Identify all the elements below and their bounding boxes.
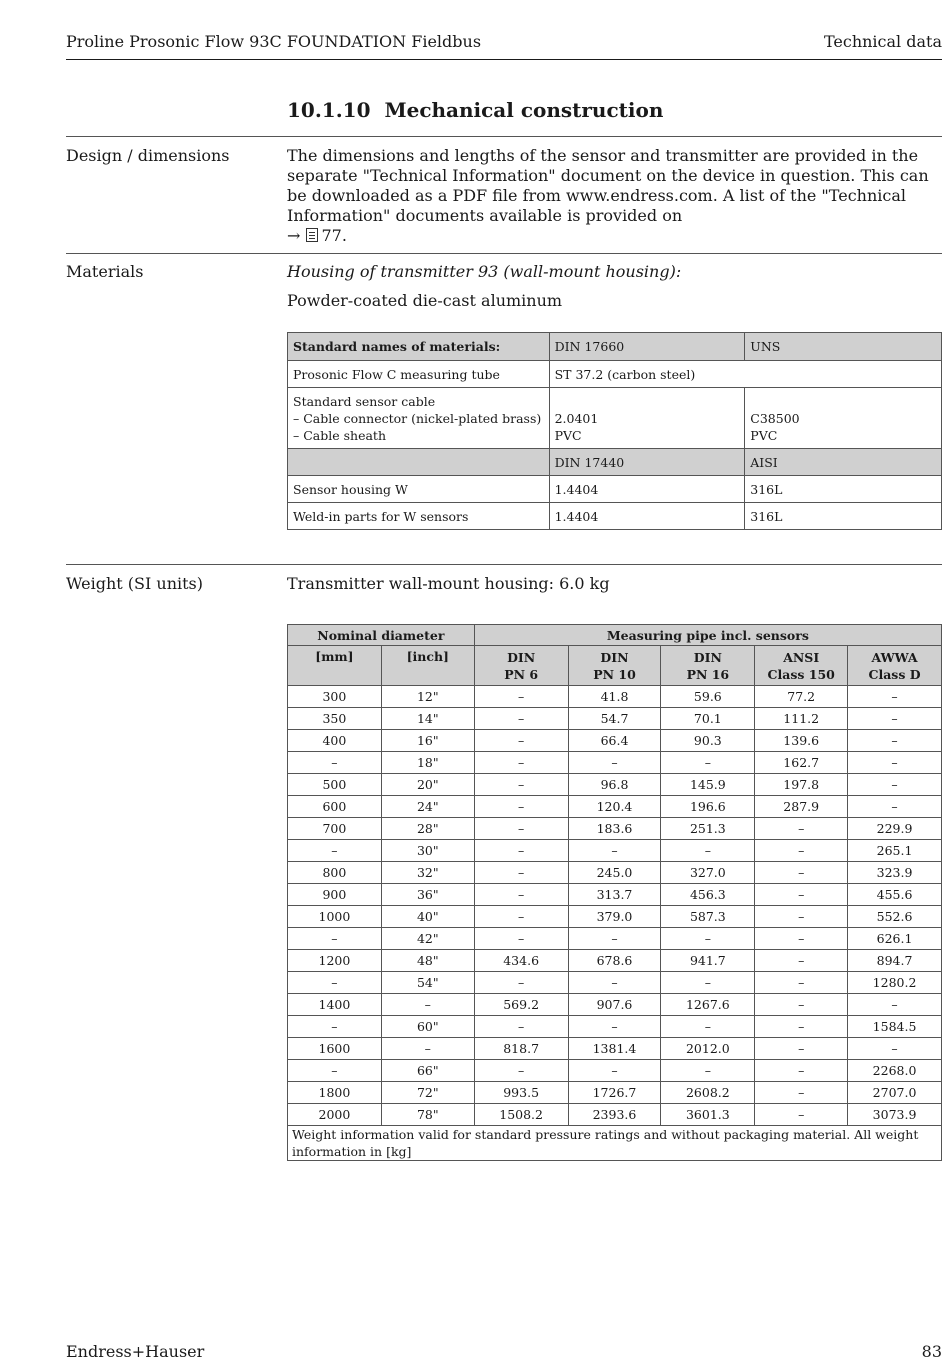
cell-line: PVC [750, 427, 778, 443]
table-cell: 66.4 [568, 730, 661, 752]
table-cell: 251.3 [661, 818, 755, 840]
table-cell: 196.6 [661, 796, 755, 818]
page-reference-link[interactable]: 77. [321, 226, 347, 245]
table-cell: 569.2 [474, 994, 568, 1016]
table-row [288, 1060, 942, 1082]
table-cell: – [288, 752, 382, 774]
table-row [288, 1038, 942, 1060]
table-row [288, 840, 942, 862]
inch-header: [inch] [381, 646, 474, 686]
table-header-cell: Standard names of materials: [288, 333, 550, 361]
table-row [288, 862, 942, 884]
table-cell: – [568, 752, 661, 774]
table-cell: – [755, 906, 848, 928]
table-cell: 2608.2 [661, 1082, 755, 1104]
table-cell: 1726.7 [568, 1082, 661, 1104]
table-cell: – [848, 686, 942, 708]
table-cell: – [755, 928, 848, 950]
table-cell: 2268.0 [848, 1060, 942, 1082]
table-cell: – [288, 1016, 382, 1038]
divider [66, 564, 942, 565]
table-cell: – [755, 994, 848, 1016]
table-cell: 12" [381, 686, 474, 708]
table-cell: 587.3 [661, 906, 755, 928]
table-cell: 28" [381, 818, 474, 840]
table-header-cell: DIN 17660 [549, 333, 745, 361]
table-cell: – [755, 972, 848, 994]
table-cell [288, 388, 550, 449]
table-cell: 139.6 [755, 730, 848, 752]
column-header: ANSI Class 150 [755, 646, 848, 686]
table-row [288, 708, 942, 730]
table-cell: 379.0 [568, 906, 661, 928]
table-cell: – [288, 840, 382, 862]
table-cell: 41.8 [568, 686, 661, 708]
table-cell: – [661, 972, 755, 994]
table-header-cell: AISI [745, 449, 942, 476]
table-row [288, 818, 942, 840]
table-cell: 2707.0 [848, 1082, 942, 1104]
table-cell: 456.3 [661, 884, 755, 906]
table-cell: – [474, 774, 568, 796]
table-cell: 111.2 [755, 708, 848, 730]
table-cell: 323.9 [848, 862, 942, 884]
table-row [288, 774, 942, 796]
table-cell: 1000 [288, 906, 382, 928]
table-cell: – [474, 796, 568, 818]
table-cell: – [474, 906, 568, 928]
cell-line: – Cable sheath [293, 427, 386, 443]
table-row [288, 752, 942, 774]
table-cell [745, 388, 942, 449]
table-row [288, 730, 942, 752]
table-cell: – [568, 1016, 661, 1038]
table-cell: – [755, 1038, 848, 1060]
table-cell: 287.9 [755, 796, 848, 818]
table-cell: – [474, 686, 568, 708]
table-cell: 229.9 [848, 818, 942, 840]
table-cell: 1600 [288, 1038, 382, 1060]
table-subheader-row [288, 449, 942, 476]
column-header: DIN PN 6 [474, 646, 568, 686]
table-cell: – [568, 972, 661, 994]
table-cell: 894.7 [848, 950, 942, 972]
table-cell: 162.7 [755, 752, 848, 774]
table-cell: – [755, 884, 848, 906]
table-cell: – [474, 818, 568, 840]
nominal-diameter-header: Nominal diameter [288, 625, 475, 646]
table-row [288, 950, 942, 972]
table-cell: 907.6 [568, 994, 661, 1016]
arrow-icon: → [287, 226, 301, 245]
materials-label: Materials [66, 262, 144, 281]
table-header-cell: DIN 17440 [549, 449, 745, 476]
table-row [288, 884, 942, 906]
table-cell: 700 [288, 818, 382, 840]
table-row [288, 476, 942, 503]
table-row [288, 796, 942, 818]
transmitter-weight: Transmitter wall-mount housing: 6.0 kg [287, 574, 610, 593]
cell-line: PVC [554, 427, 582, 443]
table-header-row [288, 646, 942, 686]
table-cell: – [848, 994, 942, 1016]
table-cell: 2393.6 [568, 1104, 661, 1126]
table-cell: 941.7 [661, 950, 755, 972]
table-cell: 96.8 [568, 774, 661, 796]
table-row [288, 1082, 942, 1104]
column-header: AWWA Class D [848, 646, 942, 686]
mm-header: [mm] [288, 646, 382, 686]
design-paragraph [287, 146, 942, 246]
table-cell: – [474, 884, 568, 906]
design-label: Design / dimensions [66, 146, 230, 165]
table-cell: 1381.4 [568, 1038, 661, 1060]
table-row [288, 1016, 942, 1038]
table-row [288, 994, 942, 1016]
document-page-icon [306, 228, 318, 242]
section-number: 10.1.10 [287, 98, 371, 122]
table-cell: – [381, 994, 474, 1016]
table-cell: ST 37.2 (carbon steel) [549, 361, 941, 388]
table-cell: 70.1 [661, 708, 755, 730]
table-cell: Prosonic Flow C measuring tube [288, 361, 550, 388]
table-cell: 313.7 [568, 884, 661, 906]
table-cell: – [288, 928, 382, 950]
table-cell: 265.1 [848, 840, 942, 862]
section-title: Mechanical construction [384, 98, 664, 122]
table-row [288, 928, 942, 950]
table-cell: – [474, 862, 568, 884]
table-cell: 500 [288, 774, 382, 796]
table-cell: – [755, 1016, 848, 1038]
table-cell: 626.1 [848, 928, 942, 950]
table-header-cell: UNS [745, 333, 942, 361]
table-cell: – [848, 796, 942, 818]
weight-note: Weight information valid for standard pressure ratings and without packaging material. All weight information in [kg] [288, 1126, 942, 1161]
table-cell: Weld-in parts for W sensors [288, 503, 550, 530]
table-cell: 54.7 [568, 708, 661, 730]
table-cell: – [755, 862, 848, 884]
table-cell: – [755, 840, 848, 862]
table-row [288, 361, 942, 388]
housing-heading: Housing of transmitter 93 (wall-mount housing): [287, 262, 682, 281]
table-cell: 1280.2 [848, 972, 942, 994]
table-cell: – [848, 752, 942, 774]
table-cell: – [848, 730, 942, 752]
table-cell: – [661, 752, 755, 774]
table-cell: – [848, 708, 942, 730]
table-group-header-row [288, 625, 942, 646]
table-cell: 993.5 [474, 1082, 568, 1104]
table-cell: – [661, 1016, 755, 1038]
page-number: 83 [921, 1342, 942, 1361]
housing-material: Powder-coated die-cast aluminum [287, 291, 563, 310]
column-header: DIN PN 16 [661, 646, 755, 686]
table-cell: – [474, 730, 568, 752]
table-cell: 197.8 [755, 774, 848, 796]
table-cell: – [474, 752, 568, 774]
table-cell: 48" [381, 950, 474, 972]
table-cell: 316L [745, 476, 942, 503]
table-cell: 350 [288, 708, 382, 730]
table-cell: – [474, 840, 568, 862]
table-cell: 900 [288, 884, 382, 906]
table-cell: 245.0 [568, 862, 661, 884]
table-cell: – [661, 1060, 755, 1082]
table-cell: – [474, 1060, 568, 1082]
table-cell: – [474, 1016, 568, 1038]
table-cell: 1800 [288, 1082, 382, 1104]
table-cell: 455.6 [848, 884, 942, 906]
table-cell: 42" [381, 928, 474, 950]
column-header: DIN PN 10 [568, 646, 661, 686]
table-cell: 600 [288, 796, 382, 818]
table-cell: – [755, 818, 848, 840]
table-cell: – [661, 840, 755, 862]
table-cell: 316L [745, 503, 942, 530]
section-heading [287, 98, 663, 122]
table-cell: 18" [381, 752, 474, 774]
table-cell: 36" [381, 884, 474, 906]
table-cell: – [755, 1060, 848, 1082]
table-cell: 1.4404 [549, 503, 745, 530]
table-cell: – [755, 950, 848, 972]
table-cell: – [381, 1038, 474, 1060]
table-cell: 66" [381, 1060, 474, 1082]
table-cell: – [568, 840, 661, 862]
table-cell: 678.6 [568, 950, 661, 972]
table-cell: 145.9 [661, 774, 755, 796]
table-cell: 1200 [288, 950, 382, 972]
table-cell: 1508.2 [474, 1104, 568, 1126]
cell-line: – Cable connector (nickel-plated brass) [293, 410, 542, 426]
table-cell: 77.2 [755, 686, 848, 708]
header-section: Technical data [823, 32, 942, 51]
table-row [288, 906, 942, 928]
table-row [288, 686, 942, 708]
table-header-row [288, 333, 942, 361]
table-cell: 400 [288, 730, 382, 752]
table-cell: – [474, 972, 568, 994]
table-cell: – [661, 928, 755, 950]
table-note-row [288, 1126, 942, 1161]
table-cell: 1584.5 [848, 1016, 942, 1038]
table-cell: 16" [381, 730, 474, 752]
table-cell: 32" [381, 862, 474, 884]
table-cell: – [474, 708, 568, 730]
table-header-cell [288, 449, 550, 476]
weight-label: Weight (SI units) [66, 574, 204, 593]
table-cell: – [568, 928, 661, 950]
table-cell: Sensor housing W [288, 476, 550, 503]
table-cell: – [474, 928, 568, 950]
table-cell: 3601.3 [661, 1104, 755, 1126]
table-cell: – [755, 1104, 848, 1126]
table-row [288, 1104, 942, 1126]
design-text: The dimensions and lengths of the sensor and transmitter are provided in the separate "Technical Information" document on the device in question. This can be downloaded as a PDF file from www.endress.com. A list of the "Technical Information" documents available is provided on [287, 146, 929, 225]
materials-table [287, 332, 942, 530]
table-cell: – [848, 1038, 942, 1060]
table-cell [549, 388, 745, 449]
cell-line: C38500 [750, 410, 800, 426]
footer-brand: Endress+Hauser [66, 1342, 205, 1361]
table-cell: 1267.6 [661, 994, 755, 1016]
table-cell: 3073.9 [848, 1104, 942, 1126]
table-cell: – [288, 1060, 382, 1082]
table-cell: 327.0 [661, 862, 755, 884]
divider [66, 136, 942, 137]
table-cell: 434.6 [474, 950, 568, 972]
table-cell: 14" [381, 708, 474, 730]
cell-line: Standard sensor cable [293, 393, 436, 409]
table-cell: – [568, 1060, 661, 1082]
table-cell: 818.7 [474, 1038, 568, 1060]
table-cell: – [848, 774, 942, 796]
table-cell: 30" [381, 840, 474, 862]
header-title: Proline Prosonic Flow 93C FOUNDATION Fieldbus [66, 32, 482, 51]
table-cell: 60" [381, 1016, 474, 1038]
table-cell: 72" [381, 1082, 474, 1104]
cell-line: 2.0401 [554, 410, 599, 426]
table-cell: 2012.0 [661, 1038, 755, 1060]
table-cell: 120.4 [568, 796, 661, 818]
table-cell: 20" [381, 774, 474, 796]
table-cell: 300 [288, 686, 382, 708]
divider [66, 253, 942, 254]
weight-table [287, 624, 942, 1161]
measuring-pipe-header: Measuring pipe incl. sensors [474, 625, 941, 646]
table-cell: 800 [288, 862, 382, 884]
table-cell: 90.3 [661, 730, 755, 752]
table-cell: – [288, 972, 382, 994]
table-cell: 1400 [288, 994, 382, 1016]
table-cell: 2000 [288, 1104, 382, 1126]
table-row [288, 503, 942, 530]
table-cell: 183.6 [568, 818, 661, 840]
table-cell: 59.6 [661, 686, 755, 708]
table-cell: 552.6 [848, 906, 942, 928]
table-cell: 78" [381, 1104, 474, 1126]
header-divider [66, 59, 942, 60]
table-row [288, 388, 942, 449]
table-row [288, 972, 942, 994]
table-cell: 1.4404 [549, 476, 745, 503]
table-cell: 54" [381, 972, 474, 994]
table-cell: 40" [381, 906, 474, 928]
table-cell: – [755, 1082, 848, 1104]
table-cell: 24" [381, 796, 474, 818]
